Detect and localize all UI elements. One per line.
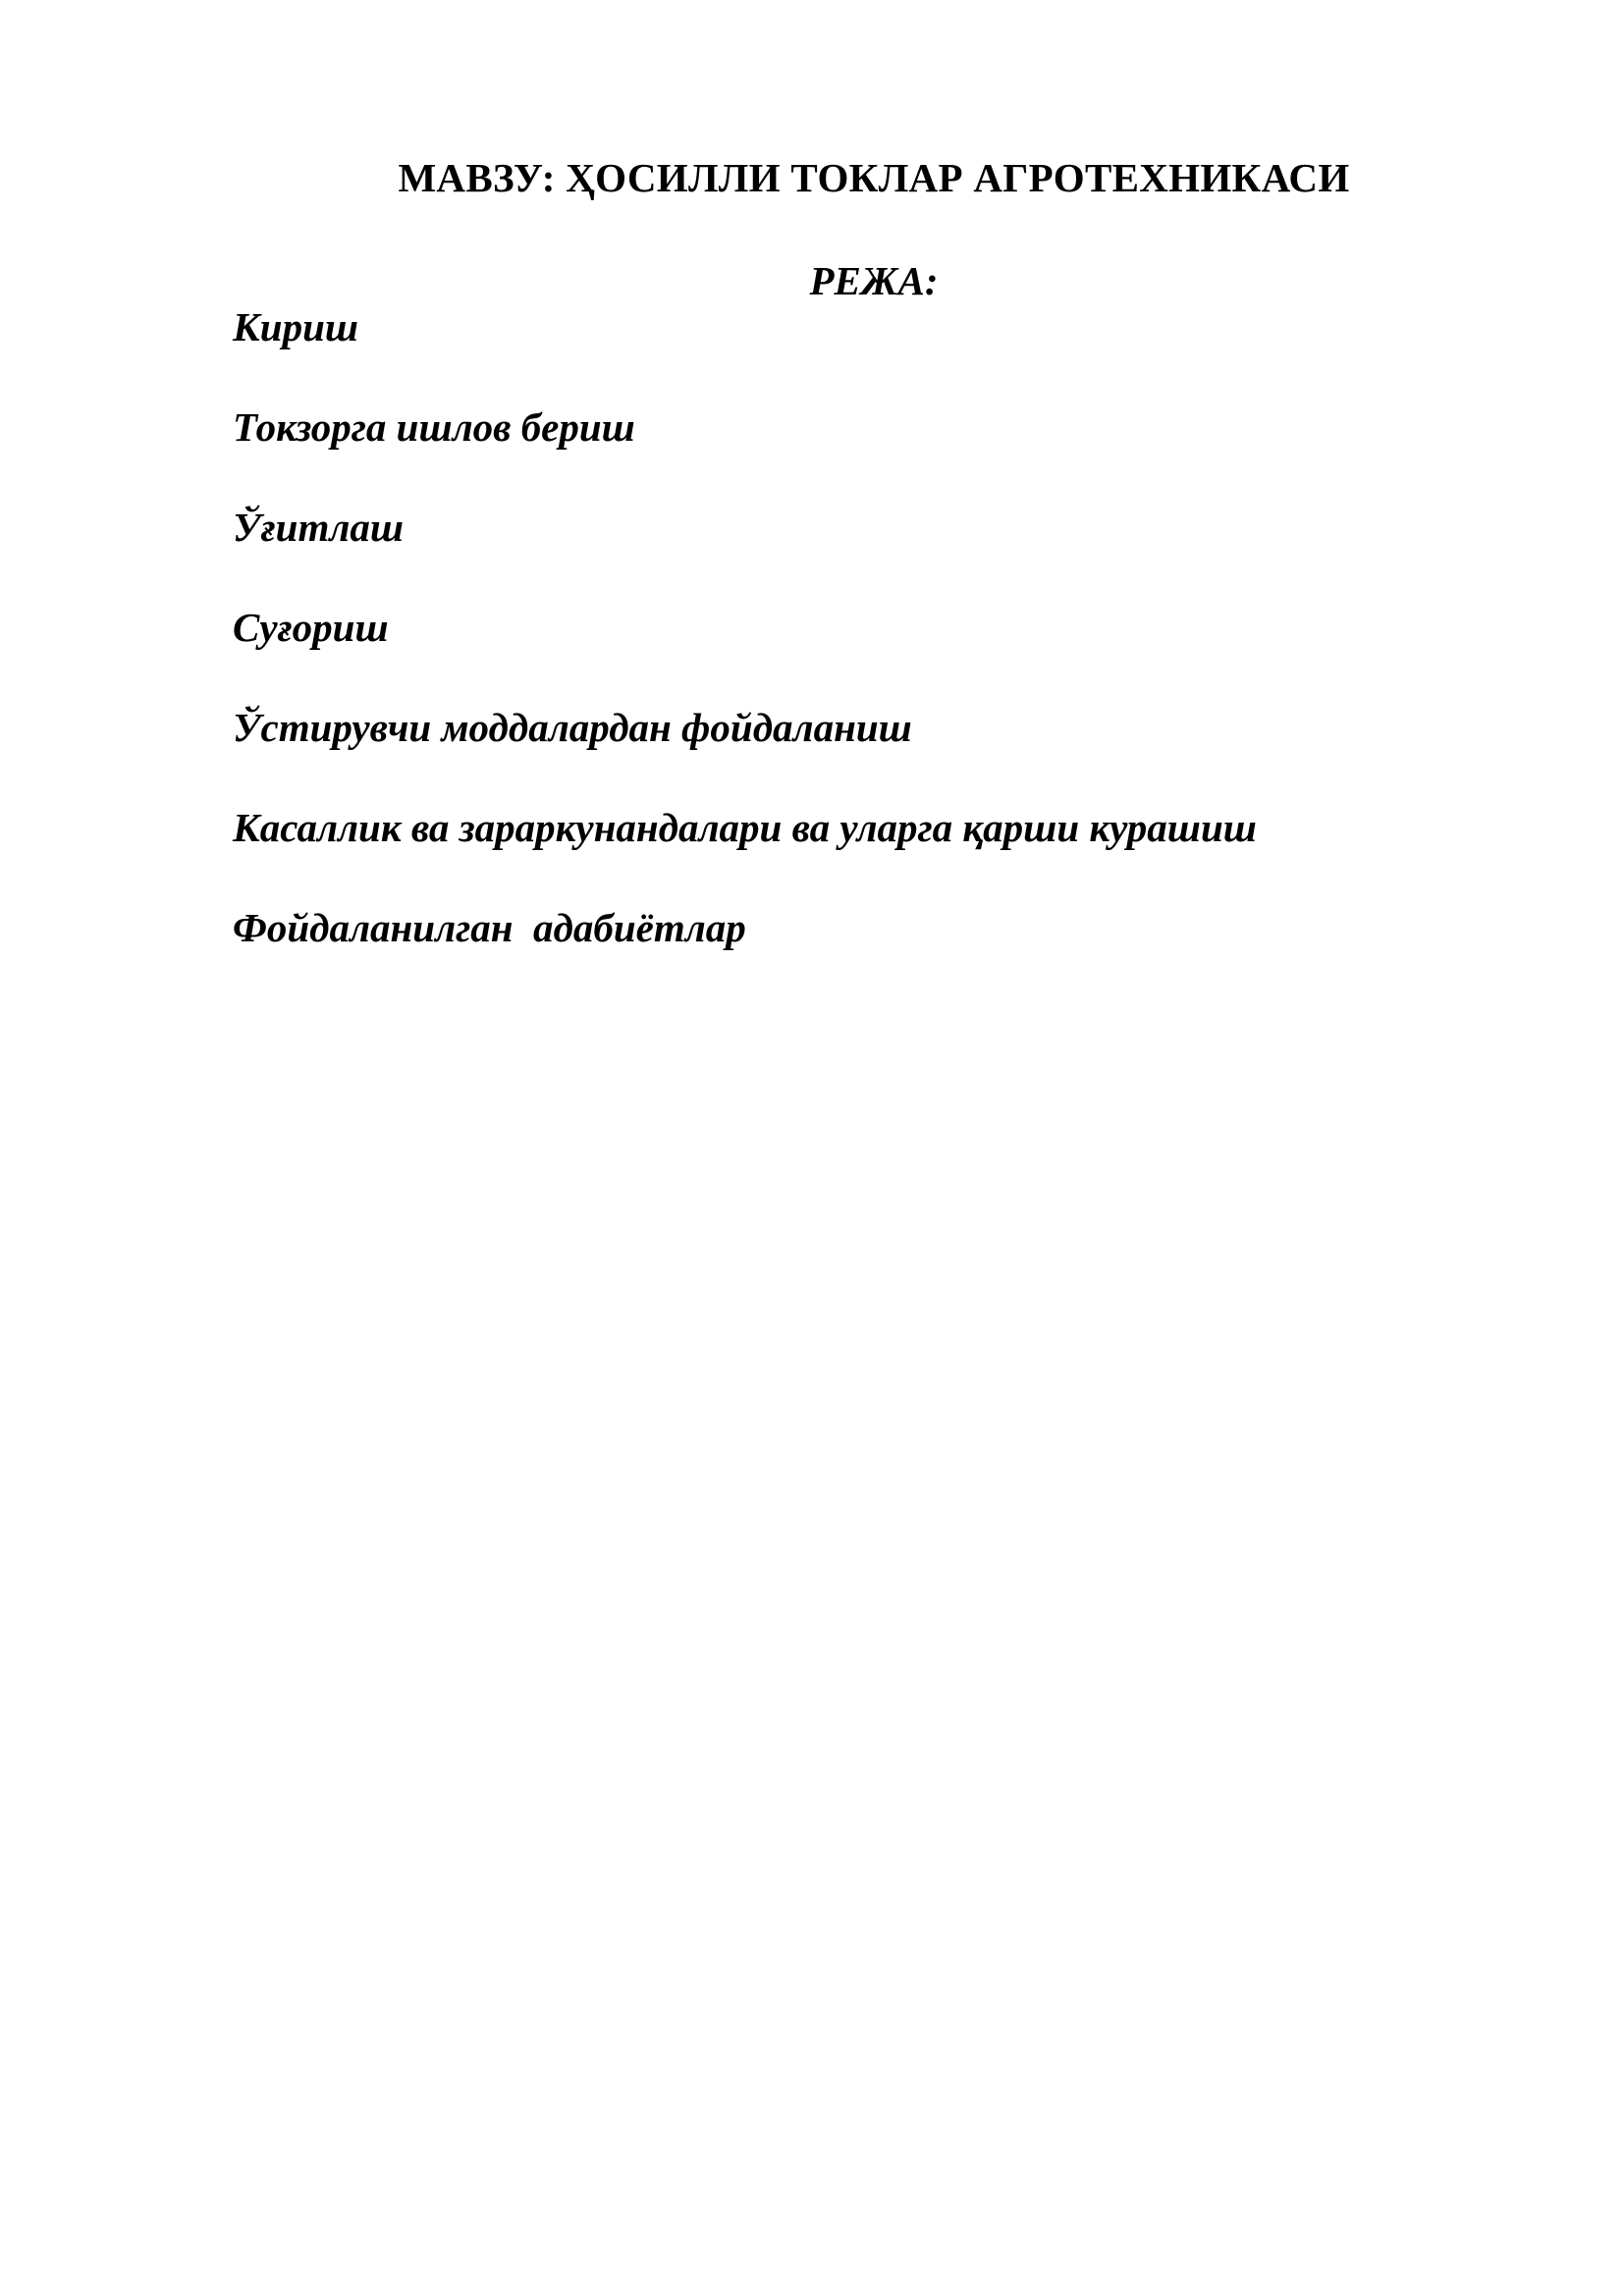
plan-heading: РЕЖА: (809, 258, 939, 303)
plan-item-diseases-and-pests: Касаллик ва зараркунандалари ва уларга қарши курашиш (233, 805, 1257, 850)
plan-item-irrigation: Суғориш (233, 605, 389, 650)
document-title: МАВЗУ: ҲОСИЛЛИ ТОКЛАР АГРОТЕХНИКАСИ (398, 155, 1350, 200)
plan-item-growth-substances: Ўстирувчи моддалардан фойдаланиш (233, 705, 912, 750)
plan-list (233, 302, 1257, 1003)
plan-item-introduction: Кириш (233, 304, 359, 349)
plan-item-vineyard-cultivation: Токзорга ишлов бериш (233, 404, 635, 450)
plan-item-references: Фойдаланилган адабиётлар (233, 905, 746, 950)
plan-item-fertilization: Ўғитлаш (233, 505, 405, 550)
